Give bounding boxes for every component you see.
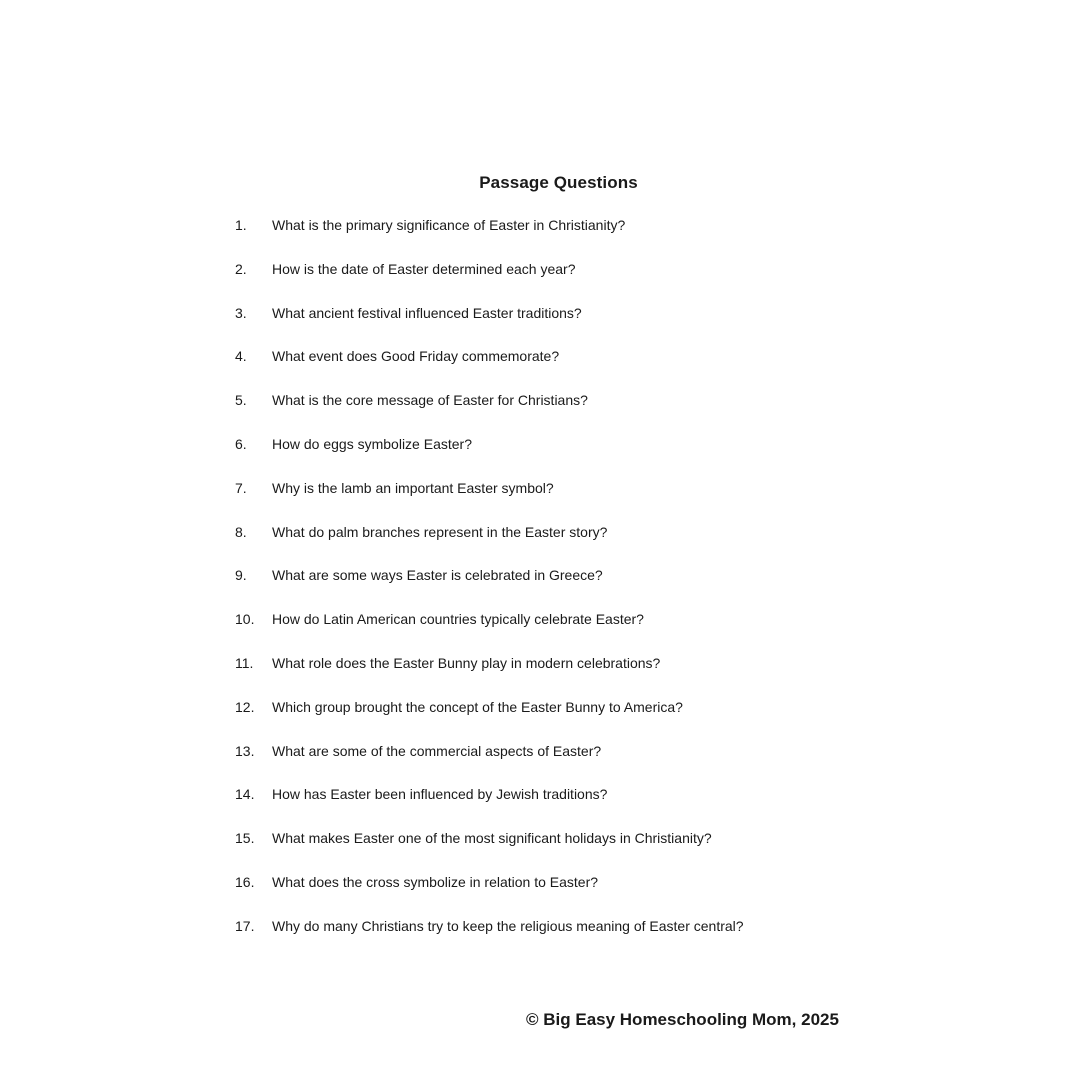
question-item (235, 214, 875, 258)
question-text: What is the core message of Easter for Christians? (272, 392, 588, 409)
question-number: 4. (235, 348, 247, 365)
question-number: 14. (235, 786, 255, 803)
question-number: 17. (235, 917, 255, 934)
question-item (235, 521, 875, 565)
question-number: 15. (235, 830, 255, 847)
question-number: 3. (235, 304, 247, 321)
question-number: 6. (235, 435, 247, 452)
question-text: What event does Good Friday commemorate? (272, 348, 560, 365)
question-item (235, 433, 875, 477)
question-item (235, 696, 875, 740)
question-text: What does the cross symbolize in relation to Easter? (272, 873, 599, 890)
question-item (235, 477, 875, 521)
question-text: What are some ways Easter is celebrated in Greece? (272, 567, 603, 584)
question-text: What is the primary significance of Easter in Christianity? (272, 217, 626, 233)
question-text: What ancient festival influenced Easter traditions? (272, 304, 582, 321)
question-list (235, 214, 875, 959)
question-number: 13. (235, 742, 255, 759)
question-text: What role does the Easter Bunny play in modern celebrations? (272, 654, 661, 671)
copyright-footer: © Big Easy Homeschooling Mom, 2025 (526, 1010, 839, 1029)
question-item (235, 740, 875, 784)
page-title: Passage Questions (479, 173, 638, 192)
question-item (235, 564, 875, 608)
question-item (235, 302, 875, 346)
question-number: 10. (235, 611, 255, 628)
question-text: What makes Easter one of the most significant holidays in Christianity? (272, 830, 712, 847)
question-number: 8. (235, 523, 247, 540)
question-item (235, 915, 875, 959)
question-text: How do Latin American countries typically celebrate Easter? (272, 611, 644, 628)
question-number: 9. (235, 567, 247, 584)
question-number: 11. (235, 654, 254, 671)
question-item (235, 783, 875, 827)
question-item (235, 827, 875, 871)
question-text: How has Easter been influenced by Jewish traditions? (272, 786, 608, 803)
question-item (235, 389, 875, 433)
question-number: 16. (235, 873, 255, 890)
question-item (235, 652, 875, 696)
question-text: What are some of the commercial aspects of Easter? (272, 742, 602, 759)
question-item (235, 608, 875, 652)
question-text: Which group brought the concept of the Easter Bunny to America? (272, 698, 683, 715)
question-item (235, 345, 875, 389)
question-item (235, 258, 875, 302)
question-text: How do eggs symbolize Easter? (272, 435, 472, 452)
question-number: 12. (235, 698, 255, 715)
question-text: How is the date of Easter determined each year? (272, 260, 576, 277)
question-number: 1. (235, 217, 247, 233)
question-number: 2. (235, 260, 247, 277)
question-number: 7. (235, 479, 247, 496)
question-text: Why do many Christians try to keep the religious meaning of Easter central? (272, 917, 744, 934)
question-number: 5. (235, 392, 247, 409)
question-item (235, 871, 875, 915)
question-text: What do palm branches represent in the Easter story? (272, 523, 608, 540)
question-text: Why is the lamb an important Easter symbol? (272, 479, 554, 496)
